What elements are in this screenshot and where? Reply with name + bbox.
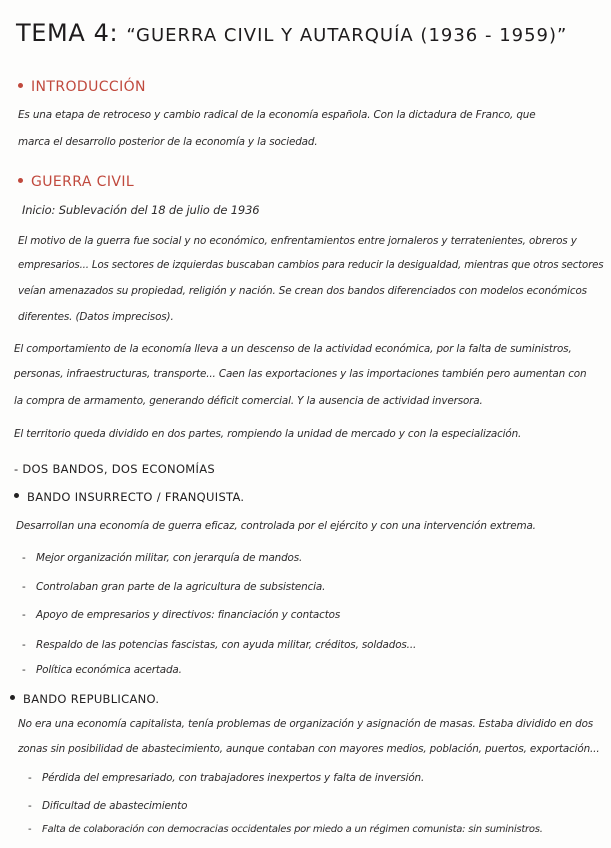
list-item xyxy=(28,771,424,785)
guerra-paragraph-line: personas, infraestructuras, transporte... Caen las exportaciones y las importaciones también pero aumentan con xyxy=(14,368,587,380)
dash-icon: - xyxy=(28,824,32,835)
bando-insurrecto-heading xyxy=(14,490,244,505)
bullet-dot-icon xyxy=(10,695,15,700)
list-item xyxy=(22,580,325,594)
guerra-paragraph-line: veían amenazados su propiedad, religión y nación. Se crean dos bandos diferenciados con modelos económicos xyxy=(18,285,587,297)
list-item xyxy=(22,638,416,652)
page-title xyxy=(16,18,567,51)
bando-heading-text: BANDO REPUBLICANO. xyxy=(23,692,160,706)
section-heading-text: GUERRA CIVIL xyxy=(31,174,135,190)
guerra-inicio: Inicio: Sublevación del 18 de julio de 1936 xyxy=(22,203,260,217)
dash-icon: - xyxy=(22,609,26,621)
intro-line: Es una etapa de retroceso y cambio radical de la economía española. Con la dictadura de Franco, que xyxy=(18,109,536,121)
list-item xyxy=(22,608,340,622)
list-item-text: Mejor organización militar, con jerarquía de mandos. xyxy=(36,552,303,564)
section-heading-guerra-civil xyxy=(18,173,134,191)
list-item-text: Respaldo de las potencias fascistas, con ayuda militar, créditos, soldados... xyxy=(36,639,417,651)
list-item xyxy=(22,551,302,565)
title-main: TEMA 4: xyxy=(16,19,127,47)
bando-intro-line: zonas sin posibilidad de abastecimiento, aunque contaban con mayores medios, población, puertos, exportación... xyxy=(18,743,600,755)
bullet-dot-icon xyxy=(18,83,23,88)
list-item-text: Política económica acertada. xyxy=(36,664,182,676)
section-heading-text: INTRODUCCIÓN xyxy=(31,79,146,95)
list-item-text: Falta de colaboración con democracias occidentales por miedo a un régimen comunista: sin suministros. xyxy=(42,824,543,835)
bando-intro-line: No era una economía capitalista, tenía problemas de organización y asignación de masas. Estaba dividido en dos xyxy=(18,718,594,730)
guerra-paragraph-line: diferentes. (Datos imprecisos). xyxy=(18,311,174,323)
dash-icon: - xyxy=(22,639,26,651)
bullet-dot-icon xyxy=(14,493,19,498)
list-item xyxy=(28,823,543,837)
dash-icon: - xyxy=(28,772,32,784)
guerra-paragraph-line: El comportamiento de la economía lleva a un descenso de la actividad económica, por la falta de suministros, xyxy=(14,343,572,355)
bullet-dot-icon xyxy=(18,178,23,183)
list-item-text: Pérdida del empresariado, con trabajadores inexpertos y falta de inversión. xyxy=(42,772,425,784)
bando-republicano-heading xyxy=(10,692,159,707)
list-item xyxy=(28,799,187,813)
guerra-paragraph-line: El motivo de la guerra fue social y no económico, enfrentamientos entre jornaleros y terratenientes, obreros y xyxy=(18,235,577,247)
list-item-text: Dificultad de abastecimiento xyxy=(42,800,188,812)
guerra-paragraph-line: la compra de armamento, generando déficit comercial. Y la ausencia de actividad inversora. xyxy=(14,395,483,407)
guerra-paragraph-line: empresarios... Los sectores de izquierdas buscaban cambios para reducir la desigualdad, mientras que otros sectores xyxy=(18,260,604,271)
dash-icon: - xyxy=(28,800,32,812)
list-item xyxy=(22,663,182,677)
intro-line: marca el desarrollo posterior de la economía y la sociedad. xyxy=(18,136,318,148)
dash-icon: - xyxy=(22,552,26,564)
section-heading-introduccion xyxy=(18,78,146,96)
list-item-text: Apoyo de empresarios y directivos: financiación y contactos xyxy=(36,609,341,621)
dos-bandos-heading: - DOS BANDOS, DOS ECONOMÍAS xyxy=(14,462,215,476)
dash-icon: - xyxy=(22,581,26,593)
bando-heading-text: BANDO INSURRECTO / FRANQUISTA. xyxy=(27,490,245,504)
list-item-text: Controlaban gran parte de la agricultura de subsistencia. xyxy=(36,581,326,593)
bando-intro-line: Desarrollan una economía de guerra eficaz, controlada por el ejército y con una intervención extrema. xyxy=(16,520,536,532)
dash-icon: - xyxy=(22,664,26,676)
title-subtitle: “GUERRA CIVIL Y AUTARQUÍA (1936 - 1959)” xyxy=(126,25,568,46)
guerra-paragraph-line: El territorio queda dividido en dos partes, rompiendo la unidad de mercado y con la especialización. xyxy=(14,428,522,440)
